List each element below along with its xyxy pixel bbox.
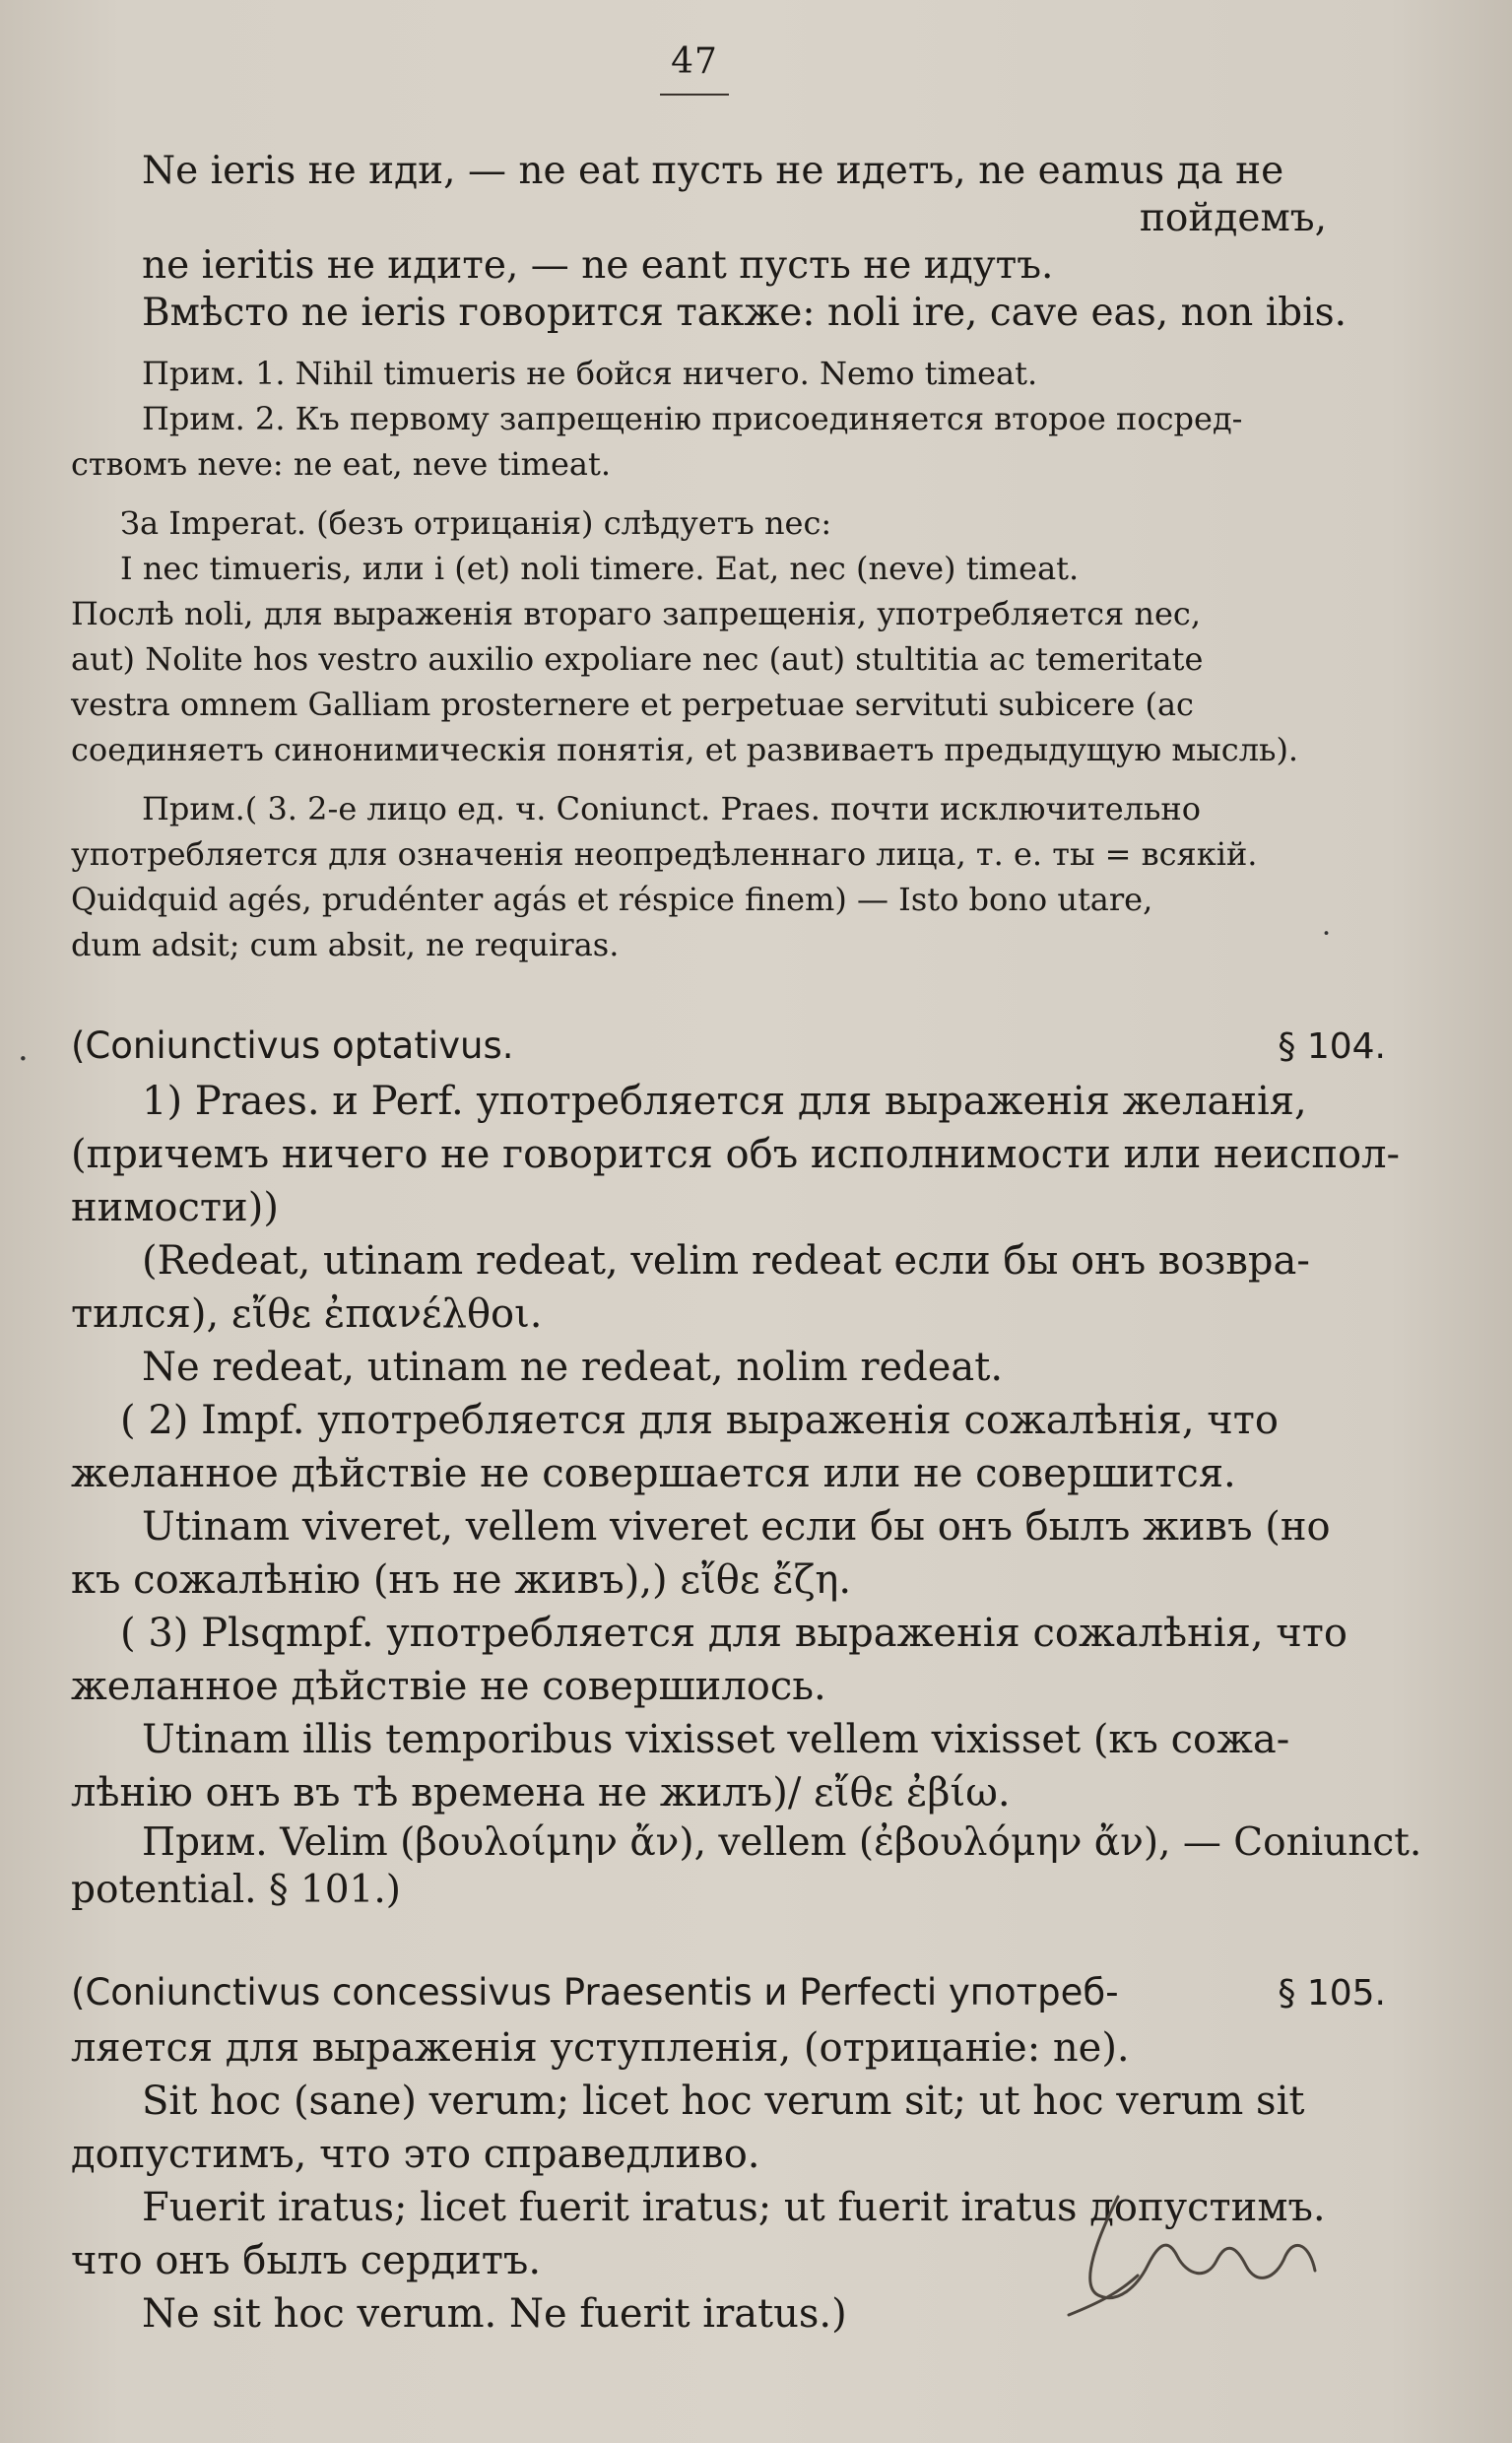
text-line: лѣнію онъ въ тѣ времена не жилъ)/ εἴθε ἐβίω. <box>71 1770 1011 1816</box>
note-line: соединяетъ синонимическія понятія, et развиваетъ предыдущую мысль). <box>71 731 1299 768</box>
page-text <box>71 148 1422 2341</box>
pencil-mark: ˙ <box>1318 926 1335 965</box>
note-line: Послѣ noli, для выраженія втораго запрещенія, употребляется nec, <box>71 595 1202 632</box>
text-line: Вмѣсто ne ieris говорится также: noli ire, cave eas, non ibis. <box>142 291 1348 335</box>
note-line: Прим. Velim (βουλοίμην ἄν), vellem (ἐβουλόμην ἄν), — Coniunct. <box>142 1820 1422 1865</box>
note-line: vestra omnem Galliam prosternere et perpetuae servituti subicere (ac <box>71 686 1194 723</box>
note-line: dum adsit; cum absit, ne requiras. <box>71 926 620 963</box>
text-line: ( 2) Impf. употребляется для выраженія сожалѣнія, что <box>120 1398 1279 1443</box>
text-line: Fuerit iratus; licet fuerit iratus; ut fuerit iratus допустимъ. <box>142 2185 1326 2230</box>
note-line: Quidquid agés, prudénter agás et réspice finem) — Isto bono utare, <box>71 881 1153 918</box>
pencil-signature <box>1059 2177 1354 2325</box>
text-line: нимости)) <box>71 1185 279 1230</box>
text-line: Utinam viveret, vellem viveret если бы онъ былъ живъ (но <box>142 1504 1331 1550</box>
section-gap <box>71 1914 1327 1965</box>
section-title: (Coniunctivus optativus. <box>71 1024 514 1067</box>
pencil-mark: · <box>18 1039 29 1079</box>
text-line: (причемъ ничего не говорится объ исполнимости или неиспол- <box>71 1132 1401 1177</box>
text-line: (Redeat, utinam redeat, velim redeat если бы онъ возвра- <box>142 1238 1310 1284</box>
section-number: § 105. <box>1278 1973 1386 2014</box>
note-line: Прим. 2. Къ первому запрещенію присоединяется второе посред- <box>142 400 1243 437</box>
section-gap <box>71 967 1327 1019</box>
note-line: aut) Nolite hos vestro auxilio expoliare nec (aut) stultitia ac temeritate <box>71 640 1204 678</box>
note-line: употребляется для означенія неопредѣленнаго лица, т. е. ты = всякій. <box>71 835 1258 873</box>
text-line: пойдемъ, <box>1139 196 1327 240</box>
text-line: Utinam illis temporibus vixisset vellem vixisset (къ сожа- <box>142 1717 1290 1762</box>
note-line: ствомъ neve: ne eat, neve timeat. <box>71 445 611 483</box>
text-line: Ne sit hoc verum. Ne fuerit iratus.) <box>142 2291 847 2337</box>
text-line: 1) Praes. и Perf. употребляется для выраженія желанія, <box>142 1079 1307 1124</box>
section-title: (Coniunctivus concessivus Praesentis и Perfecti употреб- <box>71 1971 1119 2014</box>
note-line: potential. § 101.) <box>71 1868 401 1912</box>
text-line: ляется для выраженія уступленія, (отрицаніе: ne). <box>71 2025 1130 2071</box>
text-line: Ne ieris не иди, — ne eat пусть не идетъ, ne eamus да не <box>142 149 1284 193</box>
text-line: желанное дѣйствіе не совершается или не совершится. <box>71 1451 1236 1496</box>
text-line: желанное дѣйствіе не совершилось. <box>71 1664 826 1709</box>
note-line: Прим. 1. Nihil timueris не бойся ничего. Nemo timeat. <box>142 355 1038 392</box>
note-line: Прим.( 3. 2-е лицо ед. ч. Coniunct. Praes. почти исключительно <box>142 790 1201 827</box>
text-line: тился), εἴθε ἐπανέλθοι. <box>71 1291 543 1337</box>
page-number: 47 <box>671 41 718 82</box>
section-heading-105 <box>71 1965 1386 2021</box>
note-line: За Imperat. (безъ отрицанія) слѣдуетъ nec: <box>120 504 832 542</box>
section-number: § 104. <box>1278 1026 1386 1067</box>
page-number-rule <box>660 94 729 96</box>
note-line: I nec timueris, или i (et) noli timere. Eat, nec (neve) timeat. <box>120 550 1080 587</box>
text-line: ( 3) Plsqmpf. употребляется для выраженія сожалѣнія, что <box>120 1611 1348 1656</box>
text-line: что онъ былъ сердитъ. <box>71 2238 542 2283</box>
text-line: Sit hoc (sane) verum; licet hoc verum sit; ut hoc verum sit <box>142 2079 1305 2124</box>
section-heading-104 <box>71 1019 1386 1075</box>
text-line: допустимъ, что это справедливо. <box>71 2132 760 2177</box>
text-line: Ne redeat, utinam ne redeat, nolim redeat. <box>142 1345 1004 1390</box>
text-line: къ сожалѣнію (нъ не живъ),) εἴθε ἔζη. <box>71 1557 852 1603</box>
text-line: ne ieritis не идите, — ne eant пусть не идутъ. <box>142 243 1054 288</box>
